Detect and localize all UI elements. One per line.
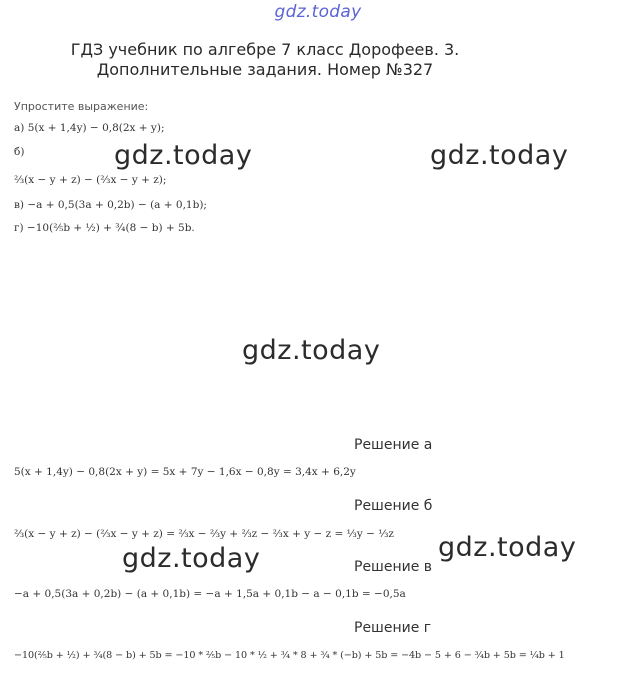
site-logo[interactable]: gdz.today bbox=[274, 2, 362, 22]
task-item-a: а) 5(x + 1,4y) − 0,8(2x + y); bbox=[14, 122, 165, 134]
solution-heading-a: Решение а bbox=[354, 437, 433, 453]
solution-heading-b: Решение б bbox=[354, 498, 433, 514]
task-item-v: в) −a + 0,5(3a + 0,2b) − (a + 0,1b); bbox=[14, 199, 207, 211]
solution-heading-v: Решение в bbox=[354, 559, 433, 575]
solution-text-g: −10(⅖b + ½) + ¾(8 − b) + 5b = −10 * ⅖b − 10 * ½ + ¾ * 8 + ¾ * (−b) + 5b = −4b − 5 + 6 − ¾b + 5b = ¼b + 1 bbox=[14, 650, 565, 661]
solution-text-a: 5(x + 1,4y) − 0,8(2x + y) = 5x + 7y − 1,6x − 0,8y = 3,4x + 6,2y bbox=[14, 466, 356, 478]
solution-text-v: −a + 0,5(3a + 0,2b) − (a + 0,1b) = −a + 1,5a + 0,1b − a − 0,1b = −0,5a bbox=[14, 588, 406, 600]
task-instruction: Упростите выражение: bbox=[14, 100, 149, 113]
task-item-b: ⅔(x − y + z) − (⅔x − y + z); bbox=[14, 174, 167, 186]
watermark: gdz.today bbox=[242, 335, 381, 366]
watermark: gdz.today bbox=[430, 140, 569, 171]
watermark: gdz.today bbox=[438, 532, 577, 563]
task-item-b-label: б) bbox=[14, 146, 25, 158]
watermark: gdz.today bbox=[122, 543, 261, 574]
solution-text-b: ⅔(x − y + z) − (⅔x − y + z) = ⅔x − ⅔y + ⅔z − ⅔x + y − z = ⅓y − ⅓z bbox=[14, 528, 394, 540]
solution-heading-g: Решение г bbox=[354, 620, 432, 636]
task-item-g: г) −10(⅖b + ½) + ¾(8 − b) + 5b. bbox=[14, 222, 195, 234]
watermark: gdz.today bbox=[114, 140, 253, 171]
page-title: ГДЗ учебник по алгебре 7 класс Дорофеев. 3. Дополнительные задания. Номер №327 bbox=[70, 40, 460, 79]
